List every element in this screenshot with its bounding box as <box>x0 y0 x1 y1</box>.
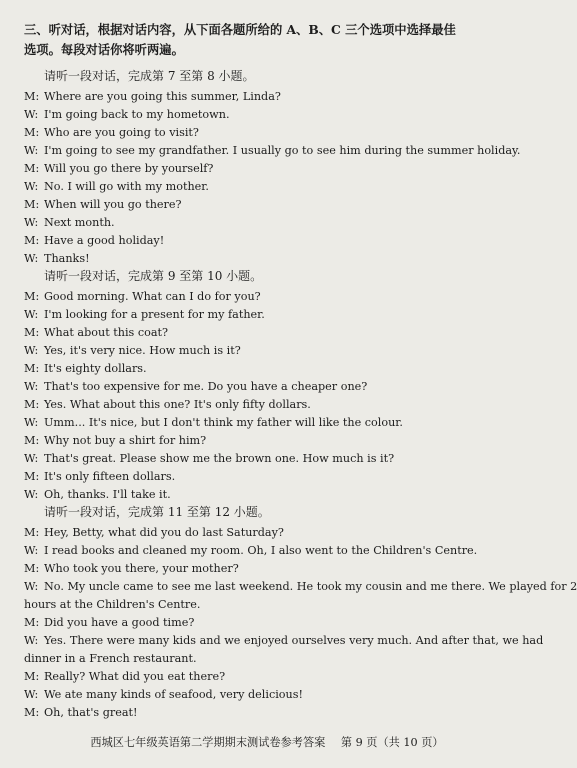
dialogue-line <box>24 450 468 468</box>
dialogue-line <box>24 378 468 396</box>
dialogue-text: Did you have a good time? <box>44 616 195 629</box>
dialogue-line <box>24 160 468 178</box>
dialogue-text: What about this coat? <box>44 326 168 339</box>
dialogue-text: Yes, it's very nice. How much is it? <box>44 344 241 357</box>
dialogue-text: Who took you there, your mother? <box>44 562 239 575</box>
dialogue-text: Really? What did you eat there? <box>44 670 226 683</box>
dialogue-line <box>24 214 468 232</box>
dialogue-text: When will you go there? <box>44 198 182 211</box>
dialogue-line <box>24 232 468 250</box>
speaker-label: M: <box>24 670 40 683</box>
speaker-label: M: <box>24 526 40 539</box>
dialogue-text: Oh, that's great! <box>44 706 138 719</box>
speaker-label: M: <box>24 470 40 483</box>
dialogue-line <box>24 288 468 306</box>
dialogue-line <box>24 414 468 432</box>
dialogue-line <box>24 668 468 686</box>
dialogue-sections <box>24 68 577 722</box>
dialogue-text: I'm going to see my grandfather. I usually go to see him during the summer holiday. <box>44 144 521 157</box>
dialogue-text: I'm looking for a present for my father. <box>44 308 265 321</box>
dialogue-line <box>24 178 468 196</box>
speaker-label: M: <box>24 290 40 303</box>
speaker-label: W: <box>24 488 39 501</box>
dialogue-text: Thanks! <box>44 252 90 265</box>
dialogue-text: Hey, Betty, what did you do last Saturday? <box>44 526 284 539</box>
dialogue-line <box>24 250 468 268</box>
dialogue-line <box>24 560 468 578</box>
speaker-label: M: <box>24 616 40 629</box>
speaker-label: W: <box>24 634 39 647</box>
speaker-label: W: <box>24 544 39 557</box>
speaker-label: W: <box>24 216 39 229</box>
speaker-label: M: <box>24 162 40 175</box>
dialogue-text: Where are you going this summer, Linda? <box>44 90 281 103</box>
dialogue-text: That's too expensive for me. Do you have a cheaper one? <box>44 380 368 393</box>
dialogue-line <box>24 106 468 124</box>
dialogue-text: Why not buy a shirt for him? <box>44 434 207 447</box>
dialogue-line <box>24 432 468 450</box>
dialogue-line <box>24 360 468 378</box>
dialogue-line <box>24 524 468 542</box>
dialogue-line <box>24 704 468 722</box>
section-instruction: 请听一段对话，完成第 7 至第 8 小题。 <box>44 69 255 83</box>
footer-title: 西城区七年级英语第二学期期末测试卷参考答案 <box>90 736 326 749</box>
section-instruction: 请听一段对话，完成第 9 至第 10 小题。 <box>44 269 263 283</box>
dialogue-line <box>24 632 544 650</box>
dialogue-line <box>24 578 577 596</box>
dialogue-line <box>24 396 468 414</box>
dialogue-line <box>24 306 468 324</box>
dialogue-text: Good morning. What can I do for you? <box>44 290 261 303</box>
dialogue-line <box>24 324 468 342</box>
dialogue-text: I'm going back to my hometown. <box>44 108 230 121</box>
speaker-label: M: <box>24 198 40 211</box>
dialogue-text: That's great. Please show me the brown one. How much is it? <box>44 452 395 465</box>
dialogue-line <box>24 342 468 360</box>
dialogue-text: Next month. <box>44 216 115 229</box>
speaker-label: W: <box>24 380 39 393</box>
dialogue-text: Yes. What about this one? It's only fifty dollars. <box>44 398 311 411</box>
speaker-label: W: <box>24 688 39 701</box>
speaker-label: W: <box>24 416 39 429</box>
dialogue-text: Will you go there by yourself? <box>44 162 214 175</box>
speaker-label: W: <box>24 252 39 265</box>
dialogue-line <box>24 686 468 704</box>
dialogue-line <box>24 142 521 160</box>
dialogue-line <box>24 486 468 504</box>
dialogue-text: No. I will go with my mother. <box>44 180 209 193</box>
speaker-label: W: <box>24 308 39 321</box>
speaker-label: M: <box>24 90 40 103</box>
speaker-label: M: <box>24 234 40 247</box>
speaker-label: M: <box>24 398 40 411</box>
dialogue-line-continued: hours at the Children's Centre. <box>24 598 201 611</box>
footer-page-number: 第 9 页（共 10 页） <box>340 736 444 749</box>
speaker-label: W: <box>24 108 39 121</box>
dialogue-text: Yes. There were many kids and we enjoyed ourselves very much. And after that, we had <box>44 634 544 647</box>
dialogue-text: It's eighty dollars. <box>44 362 147 375</box>
speaker-label: M: <box>24 434 40 447</box>
speaker-label: W: <box>24 452 39 465</box>
speaker-label: M: <box>24 126 40 139</box>
dialogue-section <box>24 504 577 722</box>
dialogue-line <box>24 614 468 632</box>
dialogue-section <box>24 68 521 268</box>
page-footer <box>0 736 500 750</box>
dialogue-line <box>24 468 468 486</box>
dialogue-line <box>24 196 468 214</box>
dialogue-text: It's only fifteen dollars. <box>44 470 176 483</box>
section-heading: 三、听对话，根据对话内容，从下面各题所给的 A、B、C 三个选项中选择最佳选项。每段对话你将听两遍。 <box>24 22 456 57</box>
speaker-label: M: <box>24 706 40 719</box>
dialogue-section <box>24 268 468 504</box>
speaker-label: M: <box>24 562 40 575</box>
dialogue-text: Who are you going to visit? <box>44 126 199 139</box>
section-instruction: 请听一段对话，完成第 11 至第 12 小题。 <box>44 505 270 519</box>
dialogue-text: No. My uncle came to see me last weekend. He took my cousin and me there. We played for 2 <box>44 580 577 593</box>
speaker-label: M: <box>24 362 40 375</box>
dialogue-line-continued: dinner in a French restaurant. <box>24 652 197 665</box>
dialogue-text: We ate many kinds of seafood, very delicious! <box>44 688 303 701</box>
dialogue-text: I read books and cleaned my room. Oh, I also went to the Children's Centre. <box>44 544 478 557</box>
dialogue-line <box>24 88 468 106</box>
speaker-label: W: <box>24 144 39 157</box>
dialogue-line <box>24 542 478 560</box>
dialogue-line <box>24 124 468 142</box>
speaker-label: M: <box>24 326 40 339</box>
dialogue-text: Have a good holiday! <box>44 234 165 247</box>
speaker-label: W: <box>24 580 39 593</box>
dialogue-text: Umm... It's nice, but I don't think my father will like the colour. <box>44 416 403 429</box>
dialogue-text: Oh, thanks. I'll take it. <box>44 488 171 501</box>
speaker-label: W: <box>24 344 39 357</box>
speaker-label: W: <box>24 180 39 193</box>
